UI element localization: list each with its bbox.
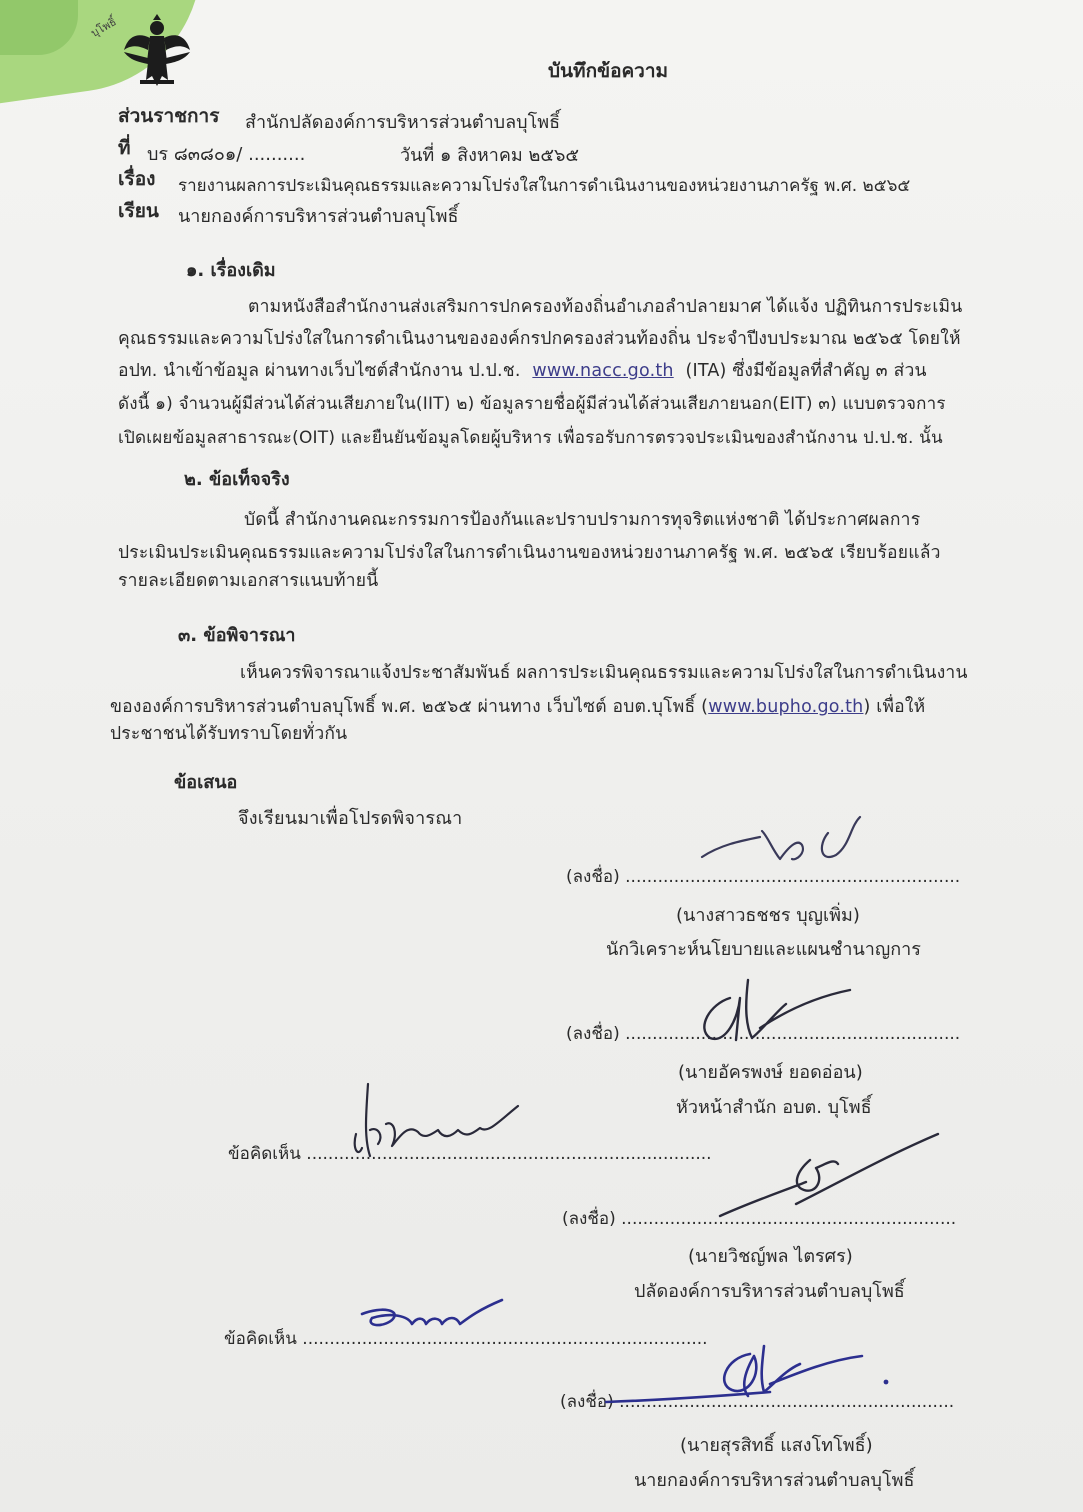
section-3-line-1: เห็นควรพิจารณาแจ้งประชาสัมพันธ์ ผลการประเมินคุณธรรมและความโปร่งใสในการดำเนินงาน	[240, 663, 968, 683]
signature-3-dots: ..............................................................	[621, 1209, 957, 1229]
memo-title: บันทึกข้อความ	[548, 60, 669, 82]
signature-2-mark	[690, 968, 870, 1048]
signature-4-dots: ..............................................................	[619, 1392, 955, 1412]
proposal-line: จึงเรียนมาเพื่อโปรดพิจารณา	[238, 808, 463, 829]
nacc-website-link[interactable]: www.nacc.go.th	[532, 361, 674, 381]
signature-1-dots: ..............................................................	[625, 867, 961, 887]
comment-1-dots: ...........................................................................	[306, 1144, 712, 1164]
reference-label: ที่	[118, 137, 131, 159]
signature-1-position: นักวิเคราะห์นโยบายและแผนชำนาญการ	[606, 939, 921, 960]
department-value: สำนักปลัดองค์การบริหารส่วนตำบลบุโพธิ์	[245, 112, 561, 133]
comment-1-signature	[348, 1074, 528, 1164]
signature-1-mark	[700, 815, 880, 885]
signature-4-position: นายกองค์การบริหารส่วนตำบลบุโพธิ์	[634, 1470, 915, 1491]
comment-2-dots: ...........................................................................	[302, 1329, 708, 1349]
signature-3-mark	[716, 1124, 946, 1224]
section-3-title: ๓. ข้อพิจารณา	[178, 625, 296, 646]
signature-2-dots: ..............................................................	[625, 1024, 961, 1044]
signature-3-label: (ลงชื่อ)	[562, 1209, 616, 1229]
date-value: วันที่ ๑ สิงหาคม ๒๕๖๕	[400, 145, 580, 166]
tab-label: บุโพธิ์	[88, 15, 119, 40]
section-2-line-2: ประเมินประเมินคุณธรรมและความโปร่งใสในการดำเนินงานของหน่วยงานภาครัฐ พ.ศ. ๒๕๖๕ เรียบร้อยแล้ว	[118, 543, 941, 563]
signature-4-name: (นายสุรสิทธิ์ แสงโทโพธิ์)	[680, 1435, 873, 1456]
signature-1-label: (ลงชื่อ)	[566, 867, 620, 887]
section-3-line-2	[110, 692, 925, 720]
signature-3-position: ปลัดองค์การบริหารส่วนตำบลบุโพธิ์	[634, 1281, 905, 1302]
section-3-line-2-text-a: ขององค์การบริหารส่วนตำบลบุโพธิ์ พ.ศ. ๒๕๖๕ ผ่านทาง เว็บไซต์ อบต.บุโพธิ์ (	[110, 697, 709, 717]
garuda-emblem-icon	[122, 14, 192, 88]
section-3-line-3: ประชาชนได้รับทราบโดยทั่วกัน	[110, 724, 348, 744]
signature-2-position: หัวหน้าสำนัก อบต. บุโพธิ์	[676, 1097, 872, 1118]
reference-value: บร ๘๓๘๐๑/ ..........	[147, 144, 306, 165]
signature-4-label: (ลงชื่อ)	[560, 1392, 614, 1412]
signature-2-label: (ลงชื่อ)	[566, 1024, 620, 1044]
section-1-line-3	[118, 356, 927, 384]
section-2-line-1: บัดนี้ สำนักงานคณะกรรมการป้องกันและปราบปรามการทุจริตแห่งชาติ ได้ประกาศผลการ	[244, 510, 921, 530]
signature-3-name: (นายวิชญ์พล ไตรศร)	[688, 1246, 853, 1267]
proposal-title: ข้อเสนอ	[174, 772, 238, 793]
comment-2-label: ข้อคิดเห็น	[224, 1329, 297, 1349]
signature-1-name: (นางสาวธชชร บุญเพิ่ม)	[676, 905, 860, 926]
section-1-title: ๑. เรื่องเดิม	[186, 260, 276, 281]
section-1-line-4: ดังนี้ ๑) จำนวนผู้มีส่วนได้ส่วนเสียภายใน(IIT) ๒) ข้อมูลรายชื่อผู้มีส่วนได้ส่วนเสียภายนอก(EIT) ๓) แบบตรวจการ	[118, 394, 946, 414]
section-1-line-2: คุณธรรมและความโปร่งใสในการดำเนินงานขององค์กรปกครองส่วนท้องถิ่น ประจำปีงบประมาณ ๒๕๖๕ โดยให้	[118, 329, 961, 349]
section-1-line-3-text-a: อปท. นำเข้าข้อมูล ผ่านทางเว็บไซต์สำนักงาน ป.ป.ช.	[118, 361, 521, 381]
to-label: เรียน	[118, 200, 159, 222]
signature-2-name: (นายอัครพงษ์ ยอดอ่อน)	[678, 1062, 863, 1083]
section-1-line-5: เปิดเผยข้อมูลสาธารณะ(OIT) และยืนยันข้อมูลโดยผู้บริหาร เพื่อรอรับการตรวจประเมินของสำนักงาน ป.ป.ช. นั้น	[118, 428, 943, 448]
section-2-line-3: รายละเอียดตามเอกสารแนบท้ายนี้	[118, 571, 379, 591]
department-label: ส่วนราชการ	[118, 105, 220, 127]
comment-2-signature	[352, 1296, 522, 1346]
subject-label: เรื่อง	[118, 168, 156, 190]
bupho-website-link[interactable]: www.bupho.go.th	[708, 697, 864, 717]
section-3-line-2-text-b: ) เพื่อให้	[863, 697, 926, 717]
signature-4-mark	[600, 1330, 900, 1420]
subject-value: รายงานผลการประเมินคุณธรรมและความโปร่งใสในการดำเนินงานของหน่วยงานภาครัฐ พ.ศ. ๒๕๖๕	[178, 176, 911, 196]
section-2-title: ๒. ข้อเท็จจริง	[184, 469, 290, 490]
section-1-line-3-text-b: (ITA) ซึ่งมีข้อมูลที่สำคัญ ๓ ส่วน	[685, 361, 927, 381]
section-1-line-1: ตามหนังสือสำนักงานส่งเสริมการปกครองท้องถิ่นอำเภอลำปลายมาศ ได้แจ้ง ปฏิทินการประเมิน	[248, 297, 963, 317]
to-value: นายกองค์การบริหารส่วนตำบลบุโพธิ์	[178, 206, 459, 227]
comment-1-label: ข้อคิดเห็น	[228, 1144, 301, 1164]
